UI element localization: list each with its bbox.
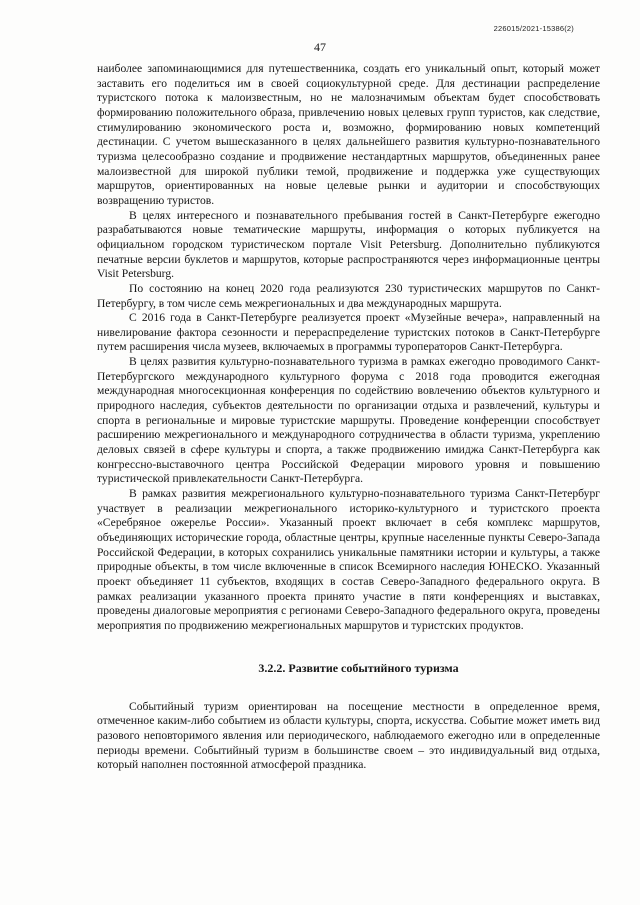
- paragraph-routes-count: По состоянию на конец 2020 года реализуются 230 туристических маршрутов по Санкт-Петербургу, в том числе семь межрегиональных и два международных маршрута.: [97, 281, 600, 310]
- page-number: 47: [314, 40, 326, 54]
- section-heading: 3.2.2. Развитие событийного туризма: [258, 660, 459, 675]
- paragraph-event-tourism: Событийный туризм ориентирован на посещение местности в определенное время, отмеченное каким-либо событием из области культуры, спорта, искусства. Событие может иметь вид разового неповторимого явления или периодического, наблюдаемого ежегодно или в определенные периоды времени. Событийный туризм в большинстве своем – это индивидуальный вид отдыха, который наполнен постоянной атмосферой праздника.: [97, 699, 600, 772]
- document-id: 226015/2021-15386(2): [493, 24, 574, 33]
- document-body: [97, 62, 600, 773]
- paragraph-cultural-forum: В целях развития культурно-познавательного туризма в рамках ежегодно проводимого Санкт-Петербургского международного культурного форума с 2018 года проводится ежегодная международная многосекционная конференция по содействию вовлечению объектов культурного и природного наследия, субъектов деятельности по организации отдыха и развлечений, культуры и спорта в региональные и мировые туристские маршруты. Проведение конференции способствует расширению межрегионального и международного сотрудничества в области туризма, укреплению деловых связей в сфере культуры и спорта, а также продвижению имиджа Санкт-Петербурга как конгрессно-выставочного центра Российской Федерации мирового уровня и повышению туристической привлекательности Санкт-Петербурга.: [97, 355, 600, 486]
- paragraph-continuation: наиболее запоминающимися для путешественника, создать его уникальный опыт, который может заставить его поделиться им в своей социокультурной среде. Для дестинации распределение туристского потока к малоизвестным, но не малозначимым объектам будет способствовать формированию положительного образа, привлечению новых целевых групп туристов, как следствие, стимулированию экономического роста и, возможно, формированию новых компетенций дестинации. С учетом вышесказанного в целях дальнейшего развития культурно-познавательного туризма целесообразно создание и продвижение нестандартных маршрутов, объединенных ранее малоизвестной для широкой публики темой, продвижение и поддержка уже существующих маршрутов, ориентированных на новые целевые рынки и аудитории и способствующих возвращению туристов.: [97, 62, 600, 207]
- paragraph-museum-evenings: С 2016 года в Санкт-Петербурге реализуется проект «Музейные вечера», направленный на нивелирование фактора сезонности и перераспределение туристских потоков в Санкт-Петербурге путем расширения числа музеев, включаемых в программы туроператоров Санкт-Петербурга.: [97, 311, 600, 354]
- paragraph-visit-petersburg: В целях интересного и познавательного пребывания гостей в Санкт-Петербурге ежегодно разрабатываются новые тематические маршруты, информация о которых публикуется на официальном городском туристическом портале Visit Petersburg. Дополнительно публикуются печатные версии буклетов и маршрутов, которые распространяются через информационные центры Visit Petersburg.: [97, 208, 600, 281]
- paragraph-silver-necklace: В рамках развития межрегионального культурно-познавательного туризма Санкт-Петербург участвует в реализации межрегионального историко-культурного и туристского проекта «Серебряное ожерелье России». Указанный проект включает в себя комплекс маршрутов, объединяющих исторические города, областные центры, крупные населенные пункты Северо-Запада Российской Федерации, в которых сохранились уникальные памятники истории и культуры, а также природные объекты, в том числе включенные в список Всемирного наследия ЮНЕСКО. Указанный проект объединяет 11 субъектов, входящих в состав Северо-Западного федерального округа. В рамках реализации указанного проекта принято участие в пяти конференциях и выставках, проведены диалоговые мероприятия с регионами Северо-Западного федерального округа, проведены мероприятия по продвижению межрегиональных маршрутов и туристских продуктов.: [97, 487, 600, 632]
